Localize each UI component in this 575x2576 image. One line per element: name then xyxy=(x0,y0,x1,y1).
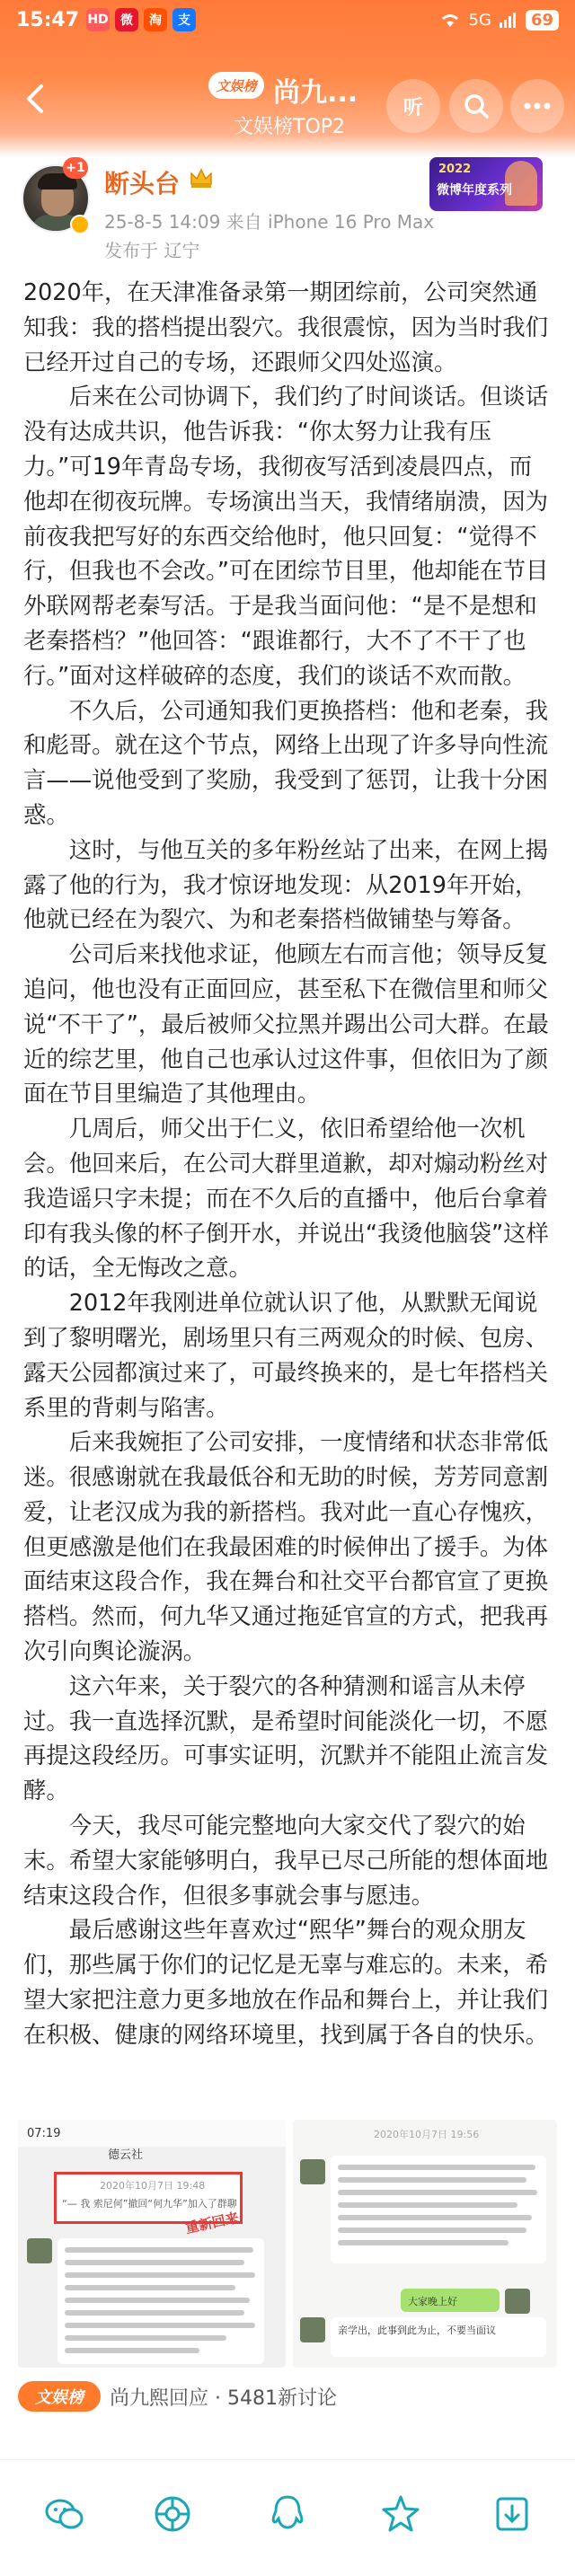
post-paragraph: 最后感谢这些年喜欢过“熙华”舞台的观众朋友们，那些属于你们的记忆是无辜与难忘的。未来，希望大家把注意力更多地放在作品和舞台上，并让我们在积极、健康的网络环境里，找到属于各自的快乐。 xyxy=(23,1916,548,2048)
status-right xyxy=(438,10,559,31)
status-time: 15:47 xyxy=(16,8,80,31)
author-name[interactable]: 断头台 xyxy=(104,169,181,198)
moments-share-button[interactable] xyxy=(146,2487,199,2541)
reply-b: 亲学出，此事到此为止，不要当面议 xyxy=(338,2325,496,2336)
post-images xyxy=(18,2120,557,2368)
wechat-share-button[interactable] xyxy=(38,2487,92,2541)
app-icon-1: HD xyxy=(86,8,110,31)
listen-button[interactable] xyxy=(386,79,440,133)
text-line xyxy=(338,2215,532,2220)
bottom-toolbar xyxy=(0,2459,575,2576)
chat-bubble xyxy=(331,2156,546,2263)
listen-label: 听 xyxy=(402,96,423,119)
post-paragraph: 今天，我尽可能完整地向大家交代了裂穴的始末。希望大家能够明白，我早已尽己所能的想体面地结束这段合作，但很多事就会事与愿违。 xyxy=(23,1812,548,1909)
highlight-message: “— 我 索尼何”撤回“何九华”加入了群聊 xyxy=(62,2198,237,2210)
chat-avatar xyxy=(27,2238,52,2263)
text-line xyxy=(65,2260,244,2265)
screenshot-time: 07:19 xyxy=(27,2127,61,2140)
verified-badge-icon xyxy=(70,215,90,234)
promo-text: 微博年度系列 xyxy=(437,183,512,198)
post-paragraph: 这六年来，关于裂穴的各种猜测和谣言从未停过。我一直选择沉默，是希望时间能淡化一切，不愿再提这段经历。可事实证明，沉默并不能阻止流言发酵。 xyxy=(23,1672,548,1804)
taobao-icon: 淘 xyxy=(144,8,167,31)
plus-one-badge: +1 xyxy=(63,157,88,179)
post-paragraph: 后来我婉拒了公司安排，一度情绪和状态非常低迷。很感谢就在我最低谷和无助的时候，芳芳同意割爱，让老汉成为我的新搭档。我对此一直心存愧疚，但更感激是他们在我最困难的时候伸出了援手。为体面结束这段合作，我在舞台和社交平台都官宣了更换搭档。然而，何九华又通过拖延官宣的方式，把我再次引向舆论漩涡。 xyxy=(23,1428,548,1665)
source-row[interactable] xyxy=(18,2380,337,2413)
post-paragraph: 不久后，公司通知我们更换搭档：他和老秦，我和彪哥。就在这个节点，网络上出现了许多导向性流言——说他受到了奖励，我受到了惩罚，让我十分困惑。 xyxy=(23,696,548,828)
post-header xyxy=(0,157,575,265)
chat-bubble xyxy=(58,2238,264,2364)
post-paragraph: 公司后来找他求证，他顾左右而言他；领导反复追问，他也没有正面回应，甚至私下在微信里和师父说“不干了”，最后被师父拉黑并踢出公司大群。在最近的综艺里，他自己也承认过这件事，但依旧为了颜面在节目里编造了其他理由。 xyxy=(23,940,549,1107)
status-app-icons xyxy=(86,8,196,31)
promo-badge[interactable] xyxy=(429,157,543,211)
qzone-share-button[interactable] xyxy=(374,2487,428,2541)
battery-level: 69 xyxy=(526,10,559,31)
chat-avatar xyxy=(505,2289,530,2314)
text-line xyxy=(65,2247,253,2253)
save-image-button[interactable] xyxy=(485,2487,539,2541)
search-icon xyxy=(462,92,491,120)
screenshot-status xyxy=(18,2120,286,2147)
text-line xyxy=(65,2348,199,2353)
text-line xyxy=(338,2165,535,2170)
nav-title-group[interactable] xyxy=(208,70,388,142)
text-line xyxy=(338,2177,526,2183)
more-dots-icon xyxy=(523,101,552,110)
nav-subtitle: 文娱榜TOP2 xyxy=(234,116,346,138)
text-line xyxy=(338,2228,526,2233)
star-icon xyxy=(378,2492,423,2536)
promo-year: 2022 xyxy=(438,163,472,176)
text-line xyxy=(65,2323,255,2328)
text-line xyxy=(65,2335,226,2341)
post-paragraph: 2020年，在天津准备录第一期团综前，公司突然通知我：我的搭档提出裂穴。我很震惊，因为当时我们已经开过自己的专场，还跟师父四处巡演。 xyxy=(23,278,548,375)
more-button[interactable] xyxy=(510,79,564,133)
screenshot-chat-title: 德云社 xyxy=(108,2148,144,2162)
chat-avatar xyxy=(300,2159,325,2184)
nav-title: 尚九... xyxy=(273,77,358,109)
post-location: 发布于 辽宁 xyxy=(104,240,200,261)
text-line xyxy=(338,2190,537,2195)
reply-a: 大家晚上好 xyxy=(408,2296,457,2307)
qq-share-button[interactable] xyxy=(261,2487,314,2541)
crown-icon xyxy=(189,166,214,190)
highlight-date: 2020年10月7日 19:48 xyxy=(100,2180,206,2192)
network-label: 5G xyxy=(468,10,491,30)
red-annotation: 重新回来 xyxy=(183,2209,241,2237)
post-paragraph: 几周后，师父出于仁义，依旧希望给他一次机会。他回来后，在公司大群里道歉，却对煽动粉丝对我造谣只字未提；而在不久后的直播中，他后台拿着印有我头像的杯子倒开水，并说出“我烫他脑袋”这样的话，全无悔改之意。 xyxy=(23,1115,549,1282)
post-paragraph: 后来在公司协调下，我们约了时间谈话。但谈话没有达成共识，他告诉我：“你太努力让我有压力。”可19年青岛专场，我彻夜写活到凌晨四点，而他却在彻夜玩牌。专场演出当天，我情绪崩溃，因为前夜我把写好的东西交给他时，他只回复：“觉得不行，但我也不会改。”可在团综节目里，他却能在节目外联网帮老秦写活。于是我当面问他：“是不是想和老秦搭档？”他回答：“跟谁都行，大不了不干了也行。”面对这样破碎的态度，我们的谈话不欢而散。 xyxy=(23,383,549,689)
text-line xyxy=(65,2272,255,2278)
chevron-left-icon xyxy=(16,79,56,119)
moments-icon xyxy=(150,2492,195,2536)
source-text: 尚九熙回应 · 5481新讨论 xyxy=(110,2386,337,2410)
signal-icon xyxy=(499,11,518,29)
back-button[interactable] xyxy=(16,79,56,119)
post-image-2[interactable] xyxy=(293,2120,557,2368)
post-body xyxy=(23,275,553,2052)
chat-bubble xyxy=(331,2317,546,2357)
wifi-icon xyxy=(438,11,462,29)
post-paragraph: 这时，与他互关的多年粉丝站了出来，在网上揭露了他的行为，我才惊讶地发现：从2019年开始，他就已经在为裂穴、为和老秦搭档做铺垫与筹备。 xyxy=(23,835,548,933)
chat-bubble-self xyxy=(401,2289,500,2312)
image-save-icon xyxy=(490,2492,535,2536)
screenshot-date: 2020年10月7日 19:56 xyxy=(374,2129,480,2140)
brand-badge: 文娱榜 xyxy=(208,72,264,99)
text-line xyxy=(65,2285,235,2290)
chat-avatar xyxy=(300,2317,325,2342)
status-bar xyxy=(0,0,575,40)
text-line xyxy=(338,2202,518,2208)
weibo-icon: 微 xyxy=(115,8,138,31)
post-image-1[interactable] xyxy=(18,2120,286,2368)
text-line xyxy=(65,2310,244,2316)
text-line xyxy=(65,2298,250,2303)
alipay-icon: 支 xyxy=(172,8,196,31)
wechat-icon xyxy=(42,2492,87,2536)
post-paragraph: 2012年我刚进单位就认识了他，从默默无闻说到了黎明曙光，剧场里只有三两观众的时候、包房、露天公园都演过来了，可最终换来的，是七年搭档关系里的背刺与陷害。 xyxy=(23,1289,548,1421)
search-button[interactable] xyxy=(449,79,503,133)
source-badge: 文娱榜 xyxy=(18,2381,101,2412)
qq-icon xyxy=(265,2492,310,2536)
text-line xyxy=(338,2240,509,2245)
post-meta: 25-8-5 14:09 来自 iPhone 16 Pro Max xyxy=(104,211,435,233)
nav-bar xyxy=(0,54,575,153)
